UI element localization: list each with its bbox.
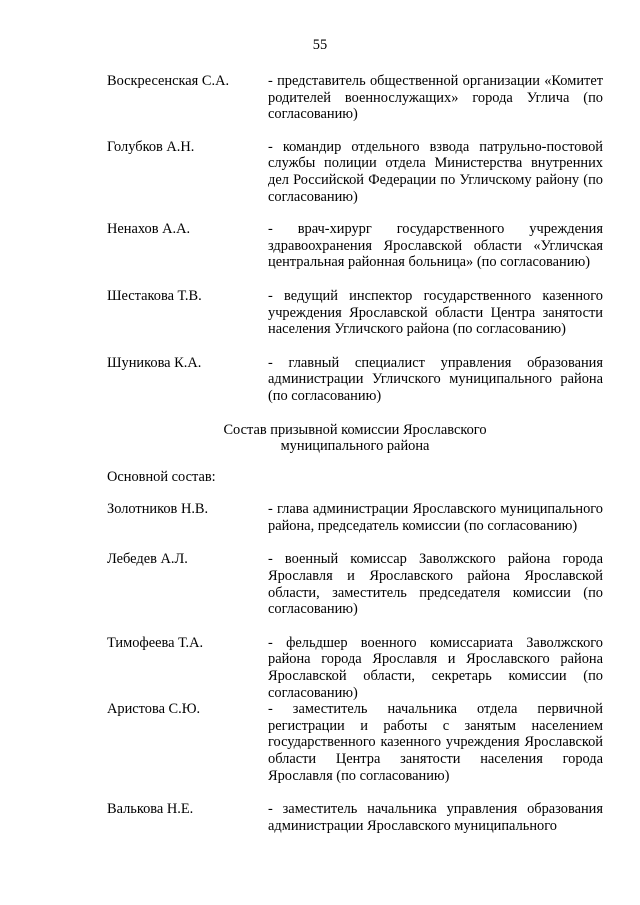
member-entry — [107, 355, 603, 405]
member-entry — [107, 635, 603, 701]
member-entry — [107, 551, 603, 617]
member-description: - фельдшер военного комиссариата Заволжского района города Ярославля и Ярославского района Ярославской области, секретарь комиссии (по согласованию) — [268, 634, 603, 701]
section-heading — [107, 422, 603, 455]
member-description: - заместитель начальника управления образования администрации Ярославского муниципального — [268, 801, 603, 834]
member-description: - представитель общественной организации «Комитет родителей военнослужащих» города Углича (по согласованию) — [268, 73, 603, 123]
member-description: - военный комиссар Заволжского района города Ярославля и Ярославского района Ярославской области, заместитель председателя комиссии (по согласованию) — [268, 551, 603, 618]
member-name: Золотников Н.В. — [107, 501, 209, 518]
member-name: Воскресенская С.А. — [107, 73, 230, 89]
member-entry — [107, 139, 603, 205]
member-name: Шестакова Т.В. — [107, 287, 202, 304]
document-body — [107, 73, 603, 834]
member-name: Ненахов А.А. — [107, 221, 191, 238]
member-name: Валькова Н.Е. — [107, 801, 194, 818]
member-entry — [107, 73, 603, 123]
member-name: Лебедев А.Л. — [107, 551, 188, 568]
member-entry — [107, 501, 603, 534]
member-description: - командир отдельного взвода патрульно-постовой службы полиции отдела Министерства внутренних дел Российской Федерации по Угличскому району (по согласованию) — [268, 138, 603, 205]
member-name: Голубков А.Н. — [107, 138, 195, 155]
subheading: Основной состав: — [107, 468, 216, 485]
member-name: Шуникова К.А. — [107, 354, 202, 371]
member-entry — [107, 701, 603, 784]
section-heading-line: Состав призывной комиссии Ярославского — [223, 421, 487, 438]
member-entry — [107, 288, 603, 338]
member-entry — [107, 801, 603, 834]
member-description: - врач-хирург государственного учреждения здравоохранения Ярославской области «Угличская центральная районная больница» (по согласованию) — [268, 221, 603, 271]
member-description: - заместитель начальника отдела первичной регистрации и работы с занятым населением государственного казенного учреждения Ярославской области Центра занятости населения города Ярославля (по согласованию) — [268, 701, 603, 784]
member-description: - главный специалист управления образования администрации Угличского муниципального района (по согласованию) — [268, 354, 603, 404]
member-name: Аристова С.Ю. — [107, 701, 201, 718]
member-description: - ведущий инспектор государственного казенного учреждения Ярославской области Центра занятости населения Угличского района (по согласованию) — [268, 287, 603, 338]
member-name: Тимофеева Т.А. — [107, 634, 204, 651]
member-description: - глава администрации Ярославского муниципального района, председатель комиссии (по согласованию) — [268, 501, 603, 534]
page-number: 55 — [312, 37, 328, 53]
section-heading-line: муниципального района — [280, 438, 430, 455]
member-entry — [107, 221, 603, 271]
